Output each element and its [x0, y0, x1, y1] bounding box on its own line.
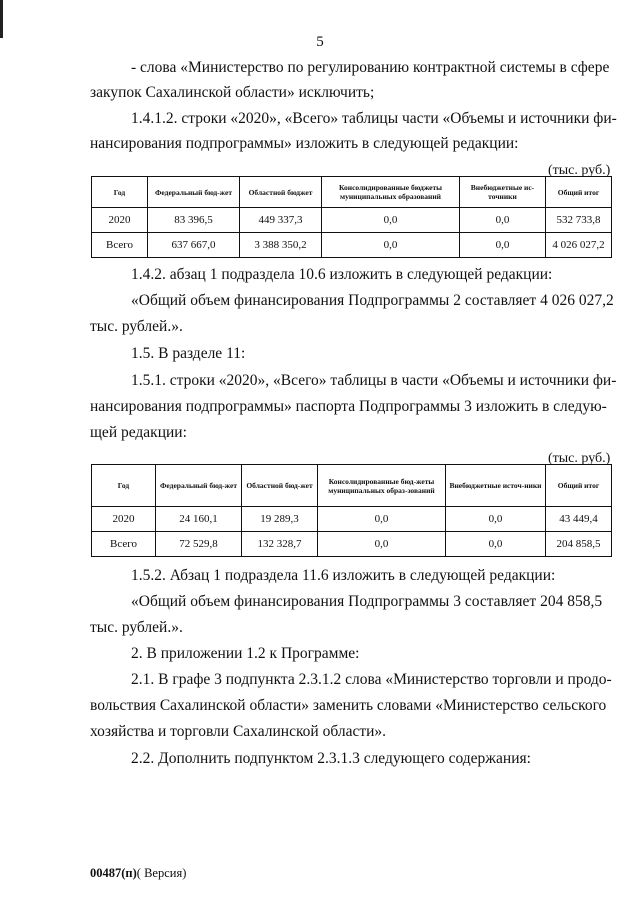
table2-funding: [91, 464, 612, 557]
table-cell: 2020: [92, 208, 148, 233]
table1-header-cell: Внебюджетные ис-точники: [460, 177, 546, 208]
paragraph-line: 2.1. В графе 3 подпункта 2.3.1.2 слова «Министерство торговли и продо-: [131, 671, 612, 688]
table1-funding: [91, 176, 612, 258]
table2-header-cell: Год: [92, 465, 156, 507]
document-version: ( Версия): [136, 866, 187, 880]
table1-header-cell: Год: [92, 177, 148, 208]
table1-header-cell: Консолидированные бюджеты муниципальных образований: [322, 177, 460, 208]
table-cell: 449 337,3: [240, 208, 322, 233]
table2-header-cell: Внебюджетные источ-ники: [446, 465, 546, 507]
table-cell: 0,0: [446, 507, 546, 532]
paragraph-line: - слова «Министерство по регулированию контрактной системы в сфере: [131, 59, 610, 76]
table-cell: 43 449,4: [546, 507, 612, 532]
table-cell: 19 289,3: [242, 507, 318, 532]
table-cell: 24 160,1: [156, 507, 242, 532]
paragraph-line: 1.4.2. абзац 1 подраздела 10.6 изложить в следующей редакции:: [131, 266, 553, 283]
table1-unit-label: (тыс. руб.): [548, 163, 611, 178]
table-cell: 0,0: [318, 532, 446, 557]
table2-header-cell: Областной бюд-жет: [242, 465, 318, 507]
table-cell: 0,0: [460, 208, 546, 233]
table1-header-cell: Федеральный бюд-жет: [148, 177, 240, 208]
paragraph-line: 1.5.1. строки «2020», «Всего» таблицы в части «Объемы и источники фи-: [131, 372, 617, 389]
paragraph-line: хозяйства и торговли Сахалинской области».: [90, 723, 387, 740]
table-cell: Всего: [92, 233, 148, 258]
table-cell: 4 026 027,2: [546, 233, 612, 258]
table-row: [92, 208, 612, 233]
table2-header-row: [92, 465, 612, 507]
table-cell: 204 858,5: [546, 532, 612, 557]
paragraph-line: щей редакции:: [90, 424, 187, 441]
table1-header-cell: Областной бюджет: [240, 177, 322, 208]
table2-header-cell: Общий итог: [546, 465, 612, 507]
paragraph-line: 2.2. Дополнить подпунктом 2.3.1.3 следующего содержания:: [131, 750, 531, 767]
page-edge-mark: [0, 0, 3, 38]
table-cell: 83 396,5: [148, 208, 240, 233]
table-cell: 3 388 350,2: [240, 233, 322, 258]
paragraph-line: нансирования подпрограммы» изложить в следующей редакции:: [90, 135, 519, 152]
paragraph-line: закупок Сахалинской области» исключить;: [90, 84, 375, 101]
page-number: 5: [316, 34, 324, 50]
table-cell: 132 328,7: [242, 532, 318, 557]
table2-unit-label: (тыс. руб.): [548, 451, 611, 466]
paragraph-line: «Общий объем финансирования Подпрограммы 2 составляет 4 026 027,2: [131, 292, 614, 309]
table-cell: 637 667,0: [148, 233, 240, 258]
paragraph-line: 1.4.1.2. строки «2020», «Всего» таблицы части «Объемы и источники фи-: [131, 110, 617, 127]
table1-header-cell: Общий итог: [546, 177, 612, 208]
paragraph-line: тыс. рублей.».: [90, 318, 183, 335]
table-cell: 0,0: [322, 233, 460, 258]
table-cell: 0,0: [318, 507, 446, 532]
paragraph-line: «Общий объем финансирования Подпрограммы 3 составляет 204 858,5: [131, 593, 603, 610]
paragraph-line: 2. В приложении 1.2 к Программе:: [131, 645, 360, 662]
table1-header-row: [92, 177, 612, 208]
table-row: [92, 507, 612, 532]
table2-header-cell: Федеральный бюд-жет: [156, 465, 242, 507]
table-cell: Всего: [92, 532, 156, 557]
paragraph-line: 1.5.2. Абзац 1 подраздела 11.6 изложить в следующей редакции:: [131, 567, 556, 584]
table-cell: 0,0: [322, 208, 460, 233]
table-row: [92, 233, 612, 258]
table-cell: 0,0: [460, 233, 546, 258]
paragraph-line: вольствия Сахалинской области» заменить словами «Министерство сельского: [90, 697, 607, 714]
paragraph-line: тыс. рублей.».: [90, 619, 183, 636]
table-row: [92, 532, 612, 557]
table-cell: 72 529,8: [156, 532, 242, 557]
table2-header-cell: Консолидированные бюд-жеты муниципальных образ-зований: [318, 465, 446, 507]
table-cell: 2020: [92, 507, 156, 532]
document-code: 00487(п): [90, 866, 137, 880]
paragraph-line: нансирования подпрограммы» паспорта Подпрограммы 3 изложить в следую-: [90, 398, 607, 415]
paragraph-line: 1.5. В разделе 11:: [131, 345, 246, 362]
document-footer: [90, 866, 186, 881]
table-cell: 532 733,8: [546, 208, 612, 233]
table-cell: 0,0: [446, 532, 546, 557]
